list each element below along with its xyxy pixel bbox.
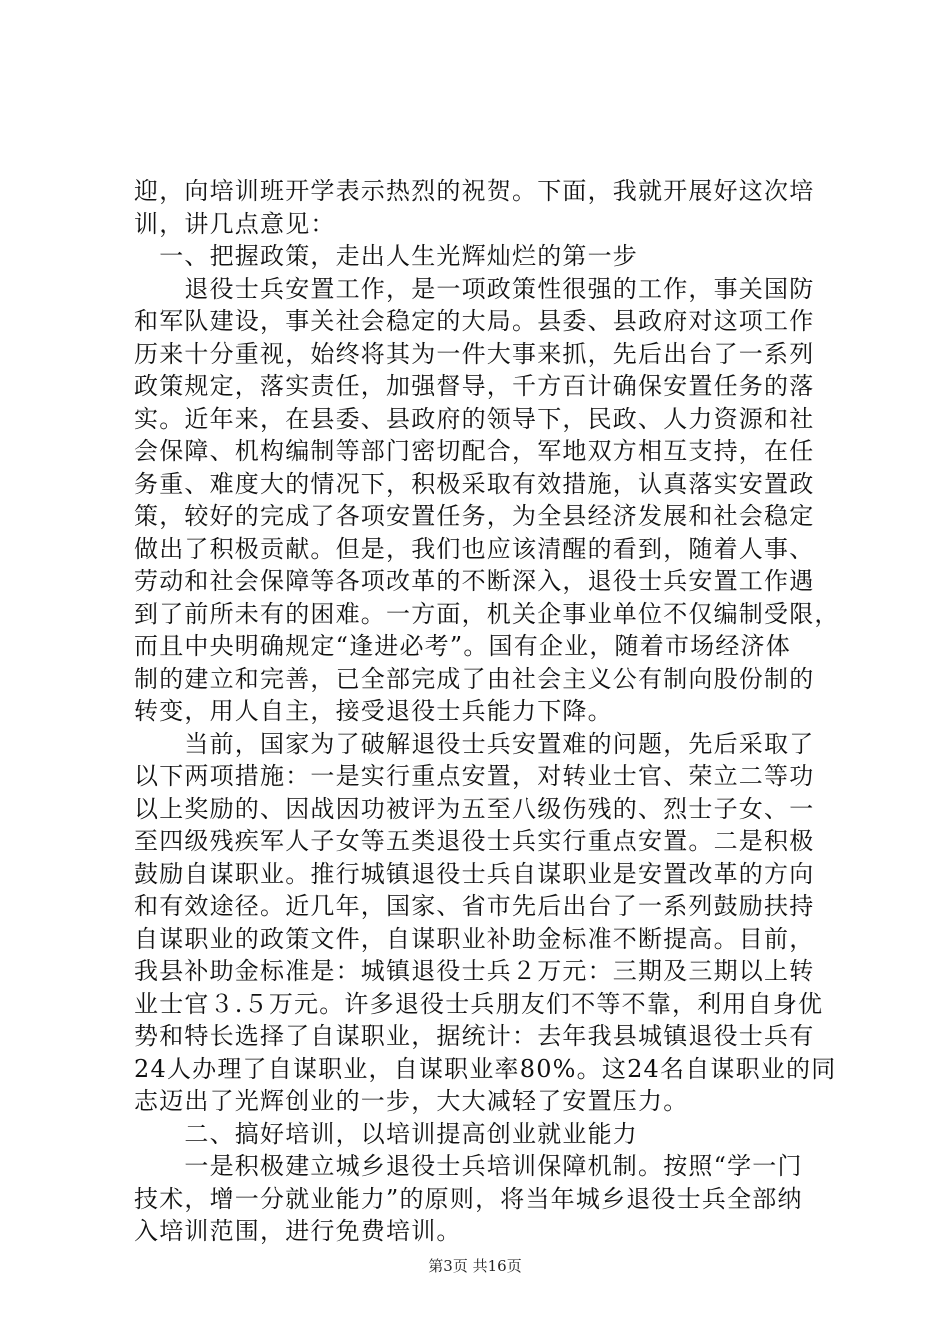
page-footer: 第3页 共16页 [428, 1257, 522, 1275]
text-line: 一是积极建立城乡退役士兵培训保障机制。按照“学一门 [134, 1152, 803, 1180]
text-line: 以上奖励的、因战因功被评为五至八级伤残的、烈士子女、一 [134, 794, 815, 823]
text-line: 我县补助金标准是：城镇退役士兵２万元：三期及三期以上转 [134, 957, 815, 985]
document-body [134, 175, 840, 1248]
text-line: 志迈出了光辉创业的一步，大大减轻了安置压力。 [134, 1087, 689, 1115]
text-line: 迎，向培训班开学表示热烈的祝贺。下面，我就开展好这次培 [134, 177, 815, 205]
text-line: 和有效途径。近几年，国家、省市先后出台了一系列鼓励扶持 [134, 892, 815, 920]
text-line: 当前，国家为了破解退役士兵安置难的问题，先后采取了 [134, 729, 815, 758]
text-line: 历来十分重视，始终将其为一件大事来抓，先后出台了一系列 [134, 339, 815, 368]
text-line: 政策规定，落实责任，加强督导，千方百计确保安置任务的落 [134, 372, 815, 400]
text-line: 实。近年来，在县委、县政府的领导下，民政、人力资源和社 [134, 404, 815, 433]
text-line: 到了前所未有的困难。一方面，机关企事业单位不仅编制受限， [134, 599, 840, 628]
text-line: 一、把握政策，走出人生光辉灿烂的第一步 [134, 242, 638, 270]
text-line: 转变，用人自主，接受退役士兵能力下降。 [134, 697, 613, 725]
text-line: 势和特长选择了自谋职业，据统计：去年我县城镇退役士兵有 [134, 1022, 815, 1050]
text-line: 务重、难度大的情况下，积极采取有效措施，认真落实安置政 [134, 469, 815, 498]
text-line: 训，讲几点意见： [134, 209, 336, 238]
text-line: 入培训范围，进行免费培训。 [134, 1217, 462, 1245]
text-line: 技术，增一分就业能力”的原则，将当年城乡退役士兵全部纳 [134, 1184, 803, 1213]
text-line: 至四级残疾军人子女等五类退役士兵实行重点安置。二是积极 [134, 827, 815, 855]
text-line: 以下两项措施：一是实行重点安置，对转业士官、荣立二等功 [134, 762, 815, 790]
text-line: 业士官３.５万元。许多退役士兵朋友们不等不靠，利用自身优 [134, 989, 824, 1018]
text-line: 二、搞好培训，以培训提高创业就业能力 [134, 1119, 638, 1148]
text-line: 自谋职业的政策文件，自谋职业补助金标准不断提高。目前， [134, 924, 815, 953]
text-line: 劳动和社会保障等各项改革的不断深入，退役士兵安置工作遇 [134, 567, 815, 595]
text-line: 退役士兵安置工作，是一项政策性很强的工作，事关国防 [134, 274, 815, 303]
text-line: 策，较好的完成了各项安置任务，为全县经济发展和社会稳定 [134, 502, 815, 530]
text-line: 鼓励自谋职业。推行城镇退役士兵自谋职业是安置改革的方向 [134, 859, 815, 888]
text-line: 和军队建设，事关社会稳定的大局。县委、县政府对这项工作 [134, 307, 815, 335]
text-line: 24人办理了自谋职业，自谋职业率80%。这24名自谋职业的同 [134, 1054, 837, 1083]
text-line: 做出了积极贡献。但是，我们也应该清醒的看到，随着人事、 [134, 534, 815, 563]
text-line: 而且中央明确规定“逢进必考”。国有企业，随着市场经济体 [134, 632, 791, 660]
text-line: 会保障、机构编制等部门密切配合，军地双方相互支持，在任 [134, 437, 815, 465]
text-line: 制的建立和完善，已全部完成了由社会主义公有制向股份制的 [134, 664, 815, 693]
